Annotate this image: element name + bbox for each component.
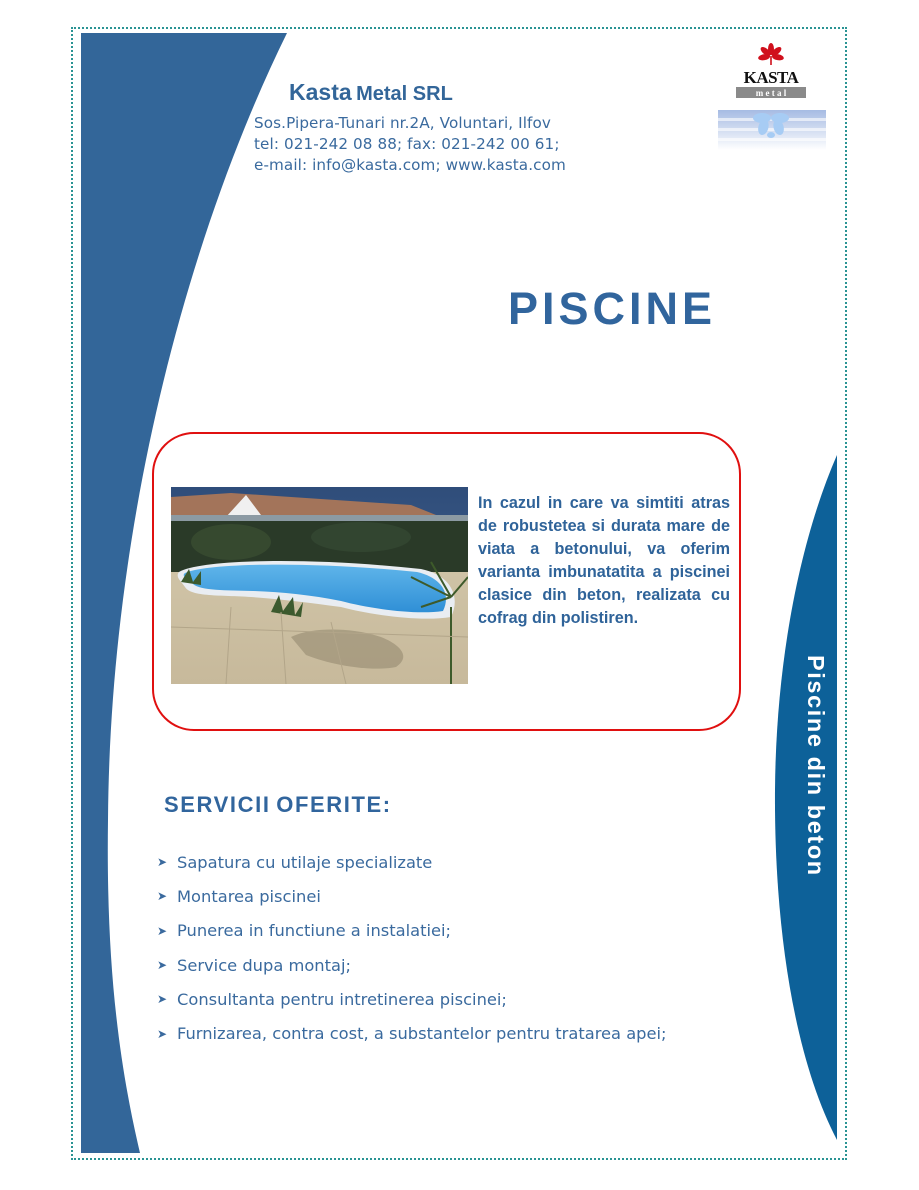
services-list	[157, 845, 667, 1051]
list-item: ➤ Furnizarea, contra cost, a substantelor pentru tratarea apei;	[157, 1024, 667, 1044]
kasta-metal-logo	[713, 42, 831, 157]
list-item: ➤ Service dupa montaj;	[157, 955, 351, 975]
list-item: ➤ Sapatura cu utilaje specializate	[157, 852, 433, 872]
arrowhead-bullet-icon: ➤	[157, 1026, 168, 1041]
company-name	[289, 79, 453, 106]
contact-block	[254, 113, 566, 176]
list-item: ➤ Consultanta pentru intretinerea piscinei;	[157, 989, 507, 1009]
phone-fax-line: tel: 021-242 08 88; fax: 021-242 00 61;	[254, 135, 560, 153]
pool-photo	[171, 487, 468, 684]
svg-text:m e t a l: m e t a l	[755, 88, 787, 98]
services-title: SERVICII OFERITE:	[164, 792, 392, 817]
company-name-rest: Metal SRL	[356, 83, 453, 105]
arrowhead-bullet-icon: ➤	[157, 855, 168, 870]
page-title: PISCINE	[508, 283, 717, 334]
address-line: Sos.Pipera-Tunari nr.2A, Voluntari, Ilfov	[254, 114, 551, 132]
side-label	[797, 655, 837, 955]
arrowhead-bullet-icon: ➤	[157, 923, 168, 938]
svg-text:KASTA: KASTA	[743, 68, 799, 87]
list-item: ➤ Punerea in functiune a instalatiei;	[157, 921, 452, 941]
email-web-line: e-mail: info@kasta.com; www.kasta.com	[254, 156, 566, 174]
list-item: ➤ Montarea piscinei	[157, 886, 321, 906]
company-name-bold: Kasta	[289, 79, 352, 105]
side-label-text: Piscine din beton	[803, 655, 829, 877]
arrowhead-bullet-icon: ➤	[157, 958, 168, 973]
arrowhead-bullet-icon: ➤	[157, 889, 168, 904]
flower-icon	[758, 43, 785, 65]
feature-description: In cazul in care va simtiti atras de robustetea si durata mare de viata a betonului, va oferim varianta imbunatatita a piscinei clasice din beton, realizata cu cofrag din polistiren.	[478, 494, 730, 627]
arrowhead-bullet-icon: ➤	[157, 992, 168, 1007]
water-reflection-icon	[718, 110, 826, 150]
